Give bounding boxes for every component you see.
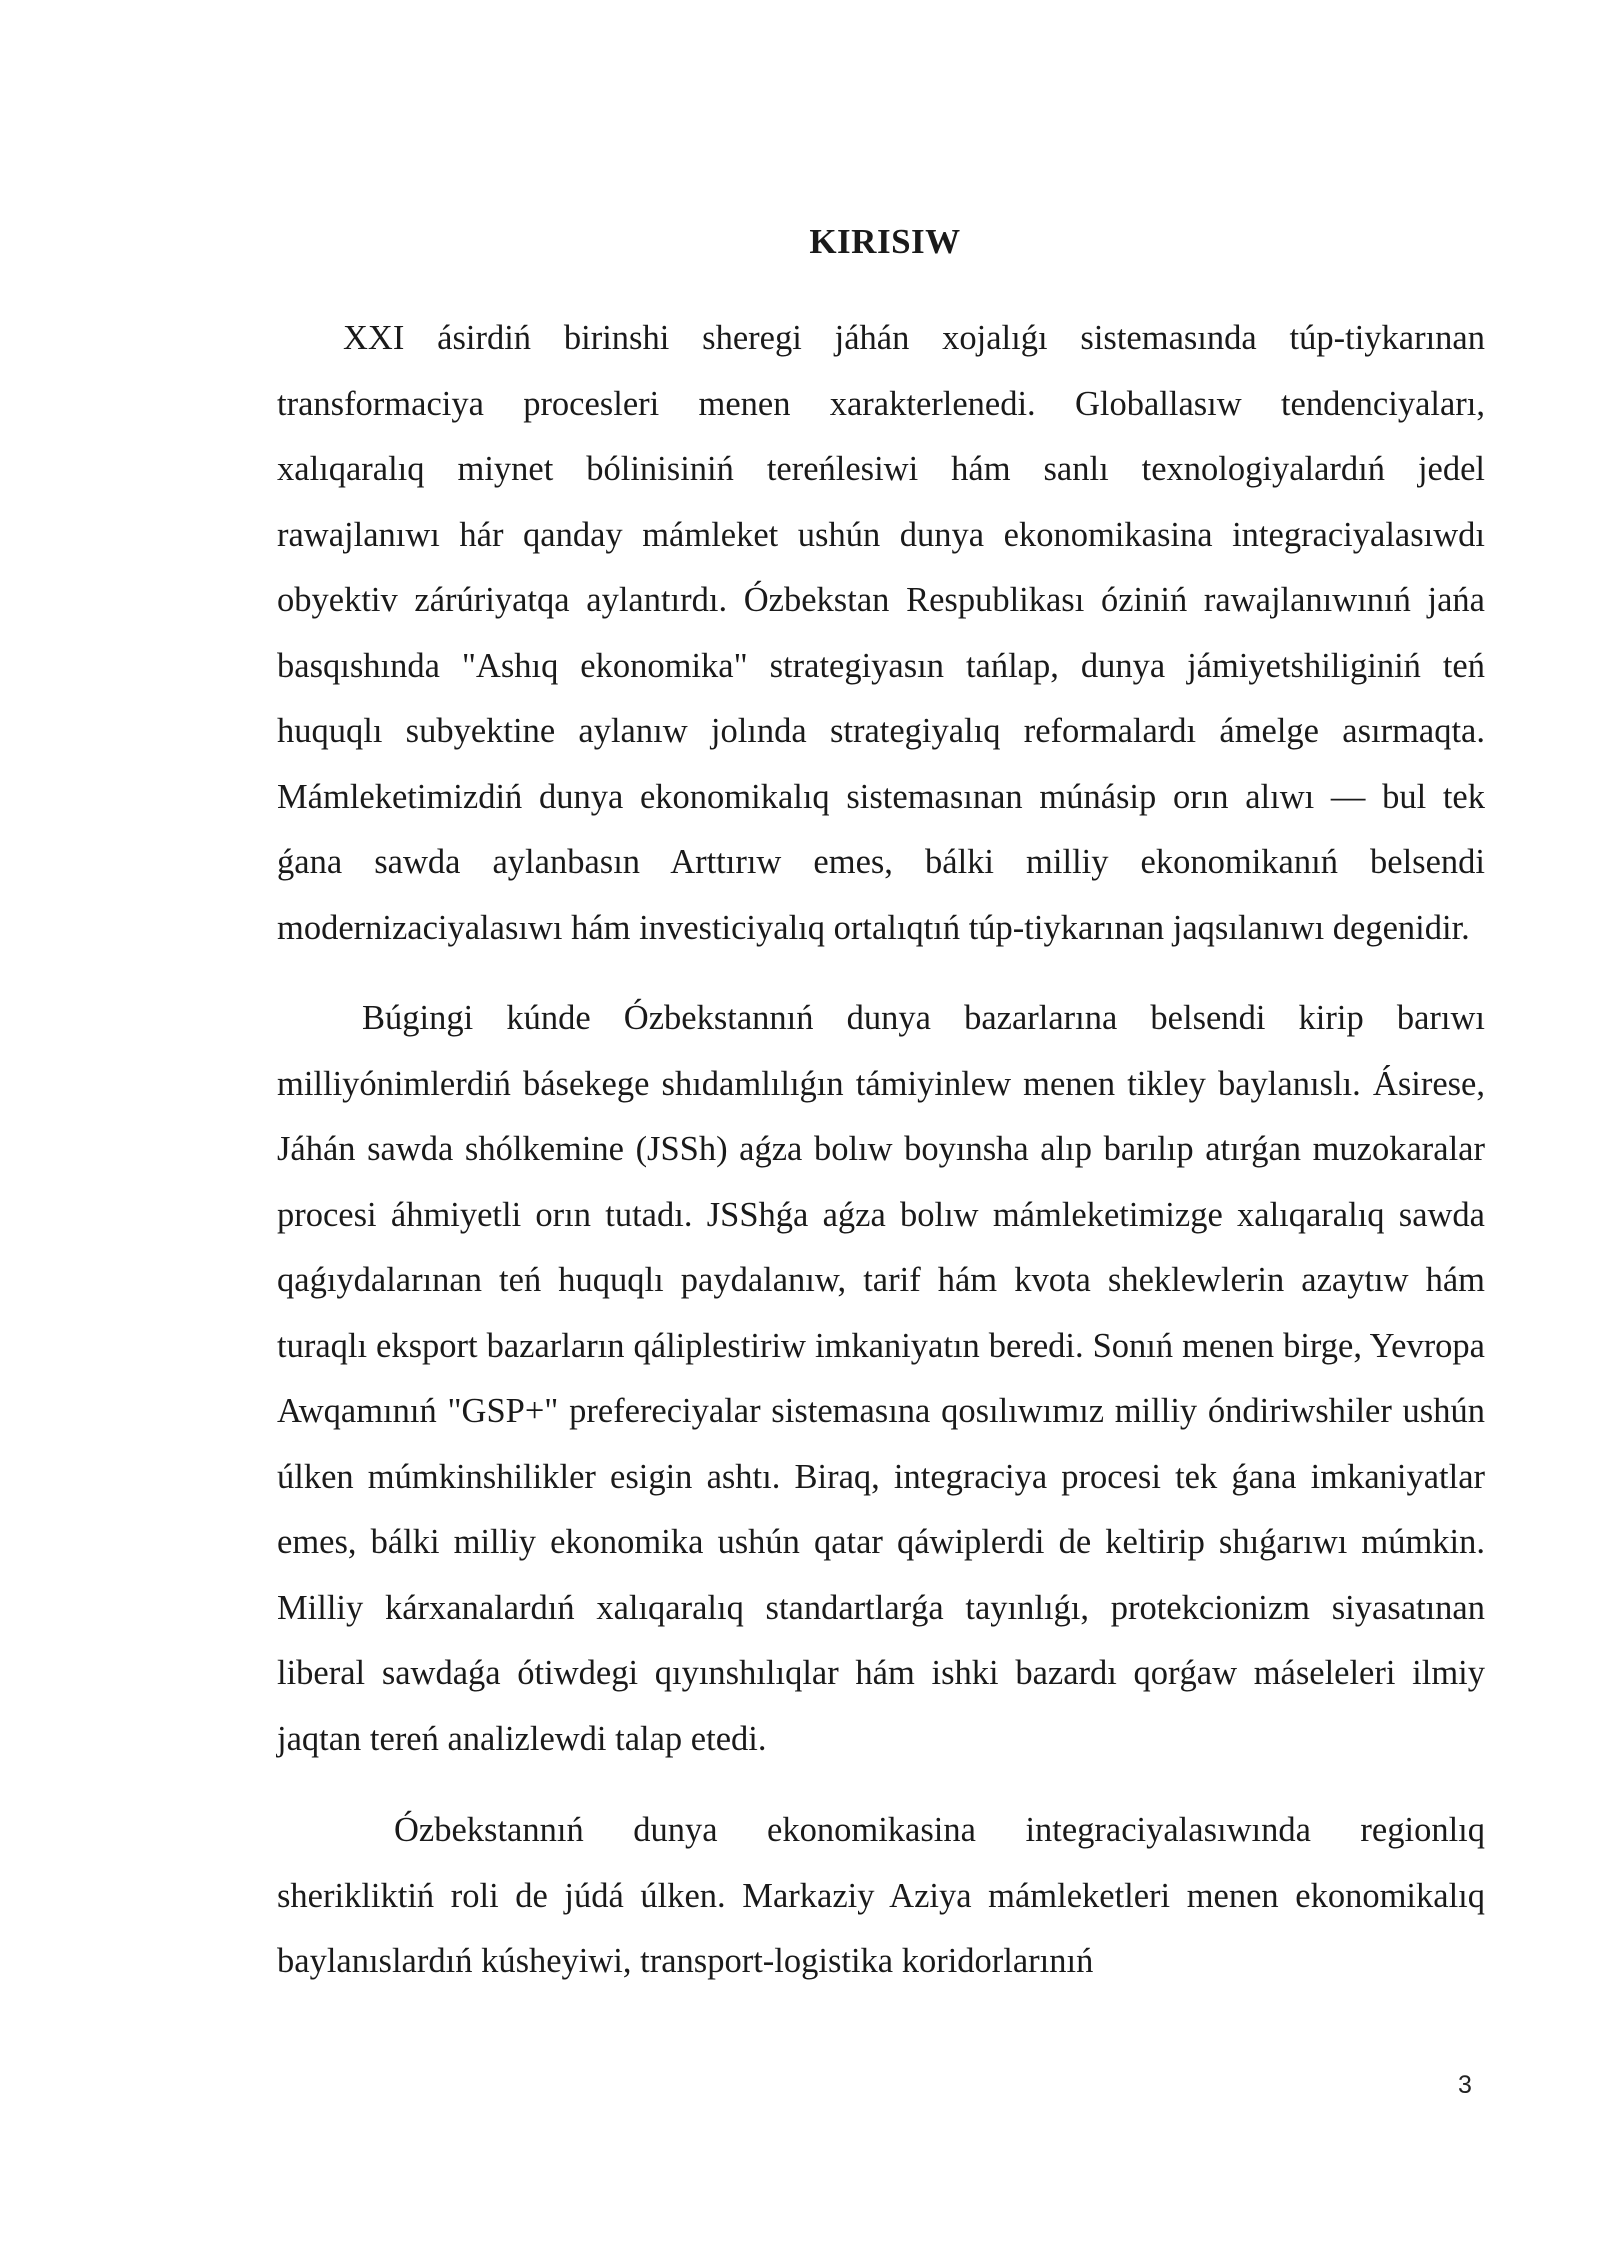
- paragraph-2: Búgingi kúnde Ózbekstannıń dunya bazarlarına belsendi kirip barıwı milliyónimlerdiń básekege shıdamlılıǵın támiyinlew menen tikley baylanıslı. Ásirese, Jáhán sawda shólkemine (JSSh) aǵza bolıw boyınsha alıp barılıp atırǵan muzokaralar procesi áhmiyetli orın tutadı. JSShǵa aǵza bolıw mámleketimizge xalıqaralıq sawda qaǵıydalarınan teń huquqlı paydalanıw, tarif hám kvota sheklewlerin azaytıw hám turaqlı eksport bazarların qáliplestiriw imkaniyatın beredi. Sonıń menen birge, Yevropa Awqamınıń "GSP+" prefereciyalar sistemasına qosılıwımız milliy óndiriwshiler ushún úlken múmkinshilikler esigin ashtı. Biraq, integraciya procesi tek ǵana imkaniyatlar emes, bálki milliy ekonomika ushún qatar qáwiplerdi de keltirip shıǵarıwı múmkin. Milliy kárxanalardıń xalıqaralıq standartlarǵa tayınlıǵı, protekcionizm siyasatınan liberal sawdaǵa ótiwdegi qıyınshılıqlar hám ishki bazardı qorǵaw máseleleri ilmiy jaqtan tereń analizlewdi talap etedi.: [277, 999, 1485, 1758]
- page-number: 3: [1458, 2071, 1472, 2099]
- paragraph-3: Ózbekstannıń dunya ekonomikasina integraciyalasıwında regionlıq sherikliktiń roli de júdá úlken. Markaziy Aziya mámleketleri menen ekonomikalıq baylanıslardıń kúsheyiwi, transport-logistika koridorlarınıń: [277, 1811, 1485, 1980]
- document-title: KIRISIW: [809, 222, 961, 261]
- document-body: [277, 306, 1485, 1995]
- paragraph-1: XXI ásirdiń birinshi sheregi jáhán xojalıǵı sistemasında túp-tiykarınan transformaciya procesleri menen xarakterlenedi. Globallasıw tendenciyaları, xalıqaralıq miynet bólinisiniń tereńlesiwi hám sanlı texnologiyalardıń jedel rawajlanıwı hár qanday mámleket ushún dunya ekonomikasina integraciyalasıwdı obyektiv zárúriyatqa aylantırdı. Ózbekstan Respublikası óziniń rawajlanıwınıń jańa basqıshında "Ashıq ekonomika" strategiyasın tańlap, dunya jámiyetshiliginiń teń huquqlı subyektine aylanıw jolında strategiyalıq reformalardı ámelge asırmaqta. Mámleketimizdiń dunya ekonomikalıq sistemasınan múnásip orın alıwı — bul tek ǵana sawda aylanbasın Arttırıw emes, bálki milliy ekonomikanıń belsendi modernizaciyalasıwı hám investiciyalıq ortalıqtıń túp-tiykarınan jaqsılanıwı degenidir.: [277, 319, 1485, 947]
